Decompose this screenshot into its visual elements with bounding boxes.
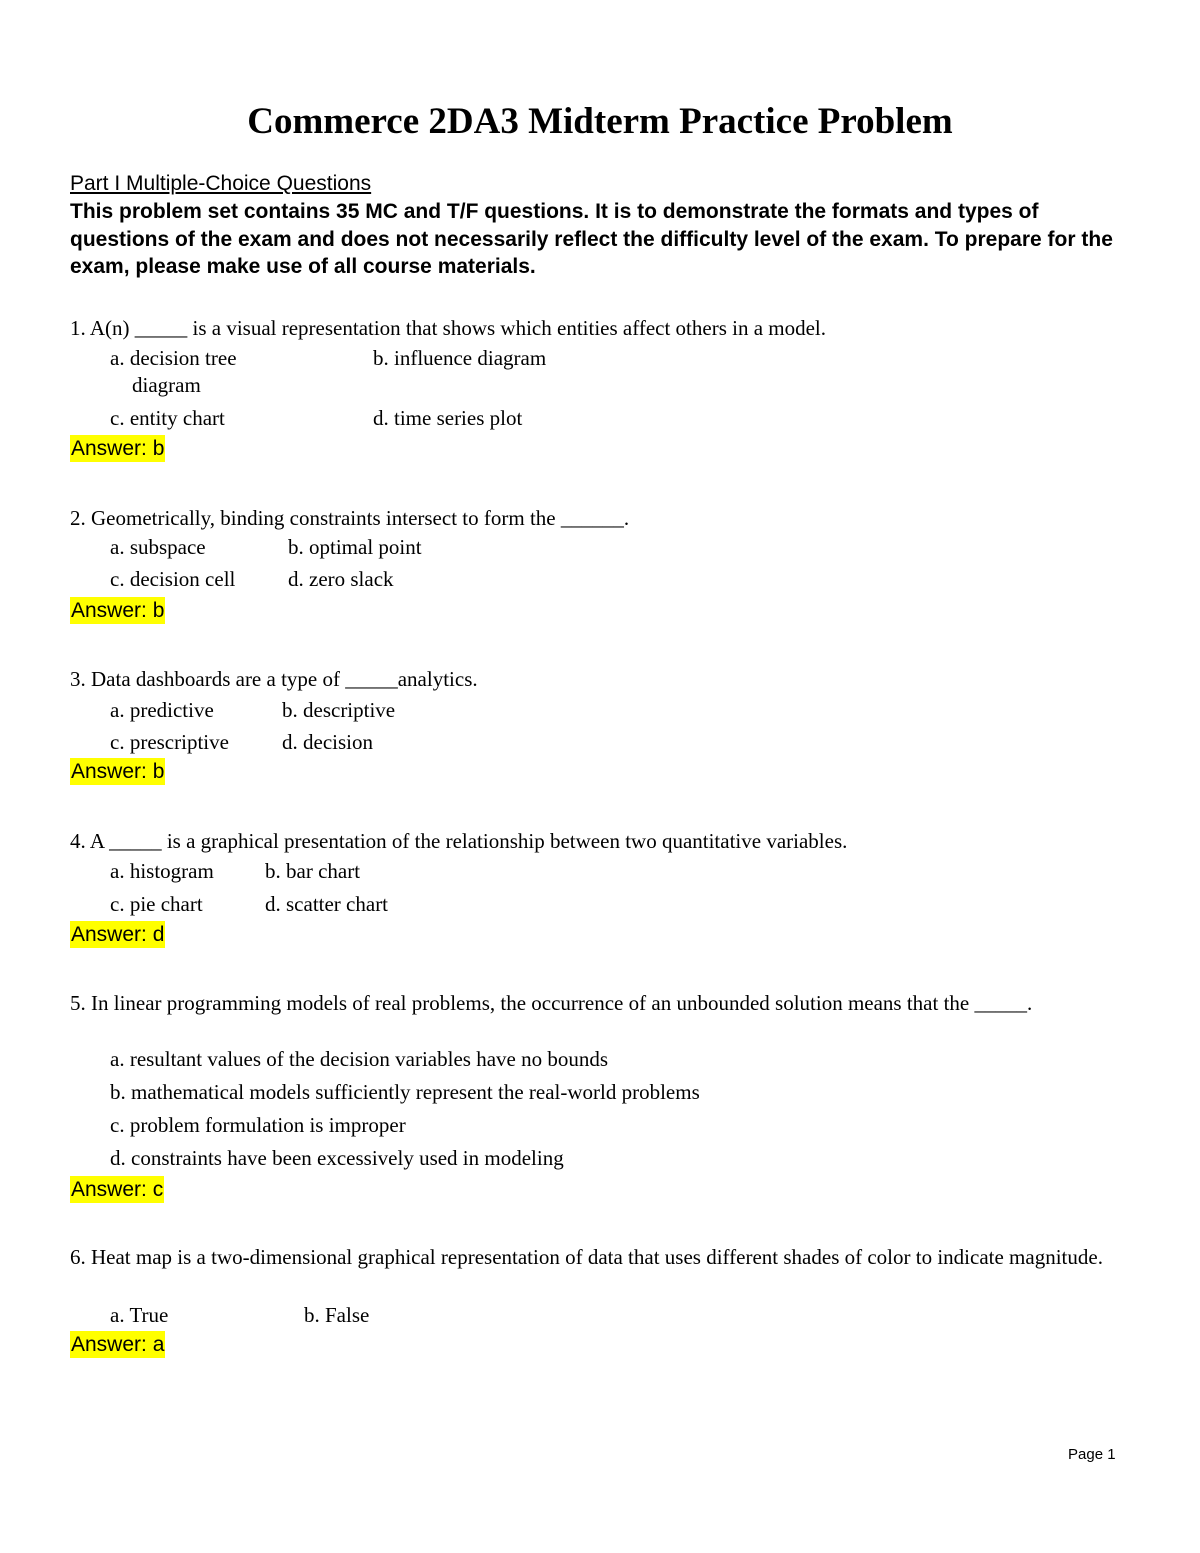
question-3-stem: 3. Data dashboards are a type of _____analytics. xyxy=(70,667,478,691)
question-5-option-b: b. mathematical models sufficiently represent the real-world problems xyxy=(110,1080,700,1104)
question-4-option-d: d. scatter chart xyxy=(265,892,389,916)
question-3-answer: Answer: b xyxy=(71,760,165,783)
question-1-option-d: d. time series plot xyxy=(373,406,523,430)
question-2-answer: Answer: b xyxy=(71,599,165,622)
question-4-option-a: a. histogram xyxy=(110,859,214,883)
question-3-option-d: d. decision xyxy=(282,730,373,754)
question-6-answer: Answer: a xyxy=(71,1333,165,1356)
question-5-answer: Answer: c xyxy=(71,1178,164,1201)
question-4-answer: Answer: d xyxy=(71,923,165,946)
question-6-stem: 6. Heat map is a two-dimensional graphical representation of data that uses different shades of color to indicate magnitude. xyxy=(70,1245,1103,1269)
page-title: Commerce 2DA3 Midterm Practice Problem xyxy=(247,101,953,142)
question-4-option-c: c. pie chart xyxy=(110,892,203,916)
question-1-answer: Answer: b xyxy=(71,437,165,460)
question-1-option-c: c. entity chart xyxy=(110,406,225,430)
question-3-option-c: c. prescriptive xyxy=(110,730,229,754)
question-1-option-b: b. influence diagram xyxy=(373,346,547,370)
question-2-option-d: d. zero slack xyxy=(288,567,394,591)
question-5-stem: 5. In linear programming models of real problems, the occurrence of an unbounded solution means that the _____. xyxy=(70,991,1033,1015)
question-6-option-b: b. False xyxy=(304,1303,370,1327)
question-2-option-a: a. subspace xyxy=(110,535,206,559)
question-1-option-a-cont: diagram xyxy=(132,373,201,397)
question-3-option-a: a. predictive xyxy=(110,698,214,722)
intro-paragraph: This problem set contains 35 MC and T/F questions. It is to demonstrate the formats and types of questions of the exam and does not necessarily reflect the difficulty level of the exam. To prepare for the exam, please make use of all course materials. xyxy=(70,200,1113,278)
question-2-stem: 2. Geometrically, binding constraints intersect to form the ______. xyxy=(70,506,630,530)
part-heading: Part I Multiple-Choice Questions xyxy=(70,172,372,195)
question-3-option-b: b. descriptive xyxy=(282,698,396,722)
question-2-option-b: b. optimal point xyxy=(288,535,422,559)
question-6-option-a: a. True xyxy=(110,1303,169,1327)
question-2-option-c: c. decision cell xyxy=(110,567,236,591)
question-4-stem: 4. A _____ is a graphical presentation of the relationship between two quantitative variables. xyxy=(70,829,848,853)
question-1-stem: 1. A(n) _____ is a visual representation that shows which entities affect others in a model. xyxy=(70,316,827,340)
question-4-option-b: b. bar chart xyxy=(265,859,361,883)
question-5-option-c: c. problem formulation is improper xyxy=(110,1113,406,1137)
page-number: Page 1 xyxy=(1068,1446,1116,1463)
question-5-option-d: d. constraints have been excessively used in modeling xyxy=(110,1146,564,1170)
question-1-option-a: a. decision tree xyxy=(110,346,237,370)
question-5-option-a: a. resultant values of the decision variables have no bounds xyxy=(110,1047,609,1071)
